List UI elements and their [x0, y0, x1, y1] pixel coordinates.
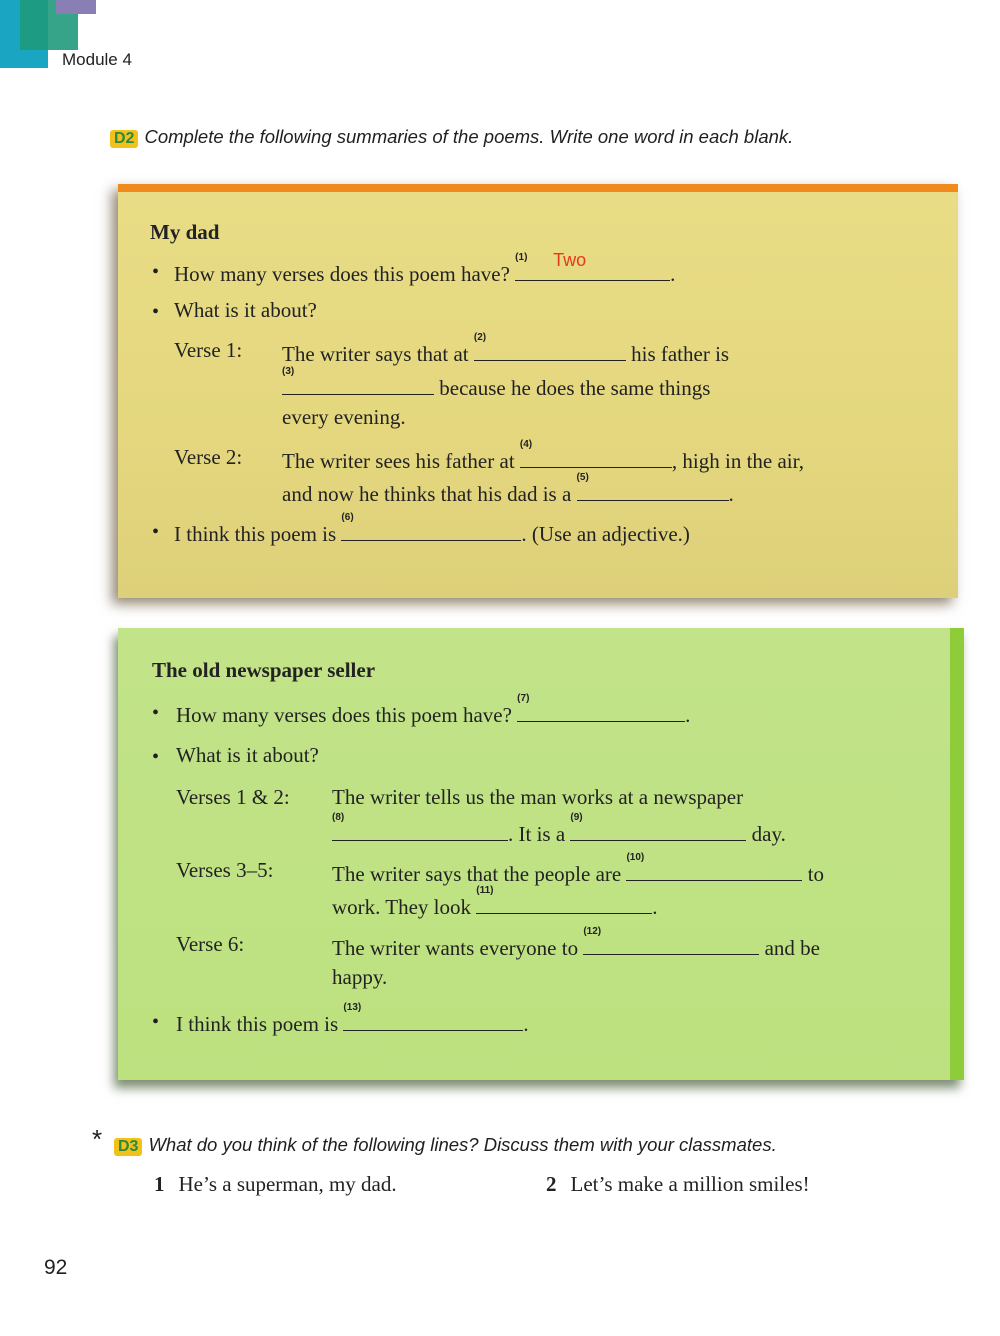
- d2-instruction-text: Complete the following summaries of the poems. Write one word in each blank.: [144, 126, 794, 147]
- poem1-verse1-line2: [282, 366, 711, 401]
- text: The writer wants everyone to: [332, 936, 579, 960]
- blank-9[interactable]: [570, 812, 746, 841]
- text: day.: [751, 822, 786, 846]
- poem2-v6-label: Verse 6:: [176, 932, 245, 956]
- period: .: [523, 1012, 529, 1036]
- poem2-v35-line1: [332, 852, 825, 887]
- module-label: Module 4: [62, 50, 132, 69]
- d3-item: [546, 1172, 810, 1197]
- poem1-verse1-line1: [282, 332, 730, 367]
- poem2-q1: [176, 693, 691, 728]
- item-text: Let’s make a million smiles!: [570, 1172, 810, 1196]
- poem2-v12-label: Verses 1 & 2:: [176, 785, 290, 809]
- blank-6[interactable]: [341, 512, 521, 541]
- text: because he does the same things: [439, 376, 711, 400]
- blank-number: (2): [473, 332, 487, 343]
- text: I think this poem is: [176, 1012, 339, 1036]
- blank-number: (4): [519, 439, 533, 450]
- poem2-q2: What is it about?: [176, 743, 319, 767]
- poem1-verse1-label: Verse 1:: [174, 338, 243, 362]
- text: I think this poem is: [174, 522, 337, 546]
- answer-text: Two: [553, 250, 587, 270]
- poem2-v35-label: Verses 3–5:: [176, 858, 274, 882]
- blank-13[interactable]: [343, 1002, 523, 1031]
- period: .: [685, 703, 691, 727]
- poem1-q2: What is it about?: [174, 298, 317, 322]
- poem2-v12-line2: [332, 812, 786, 847]
- blank-number: (11): [476, 885, 494, 896]
- blank-number: (9): [570, 812, 583, 823]
- blank-2[interactable]: [473, 332, 626, 361]
- text: The writer says that the people are: [332, 862, 622, 886]
- asterisk: *: [92, 1124, 103, 1154]
- blank-1[interactable]: [515, 250, 670, 281]
- poem1-title: My dad: [150, 220, 220, 244]
- poem1-verse2-line1: [282, 439, 805, 474]
- bullet: •: [152, 746, 160, 768]
- poem2-title: The old newspaper seller: [152, 658, 376, 682]
- blank-4[interactable]: [519, 439, 672, 468]
- bullet: •: [152, 261, 160, 283]
- poem2-v12-line1: The writer tells us the man works at a newspaper: [332, 785, 744, 809]
- text: work. They look: [332, 895, 472, 919]
- text: The writer says that at: [282, 342, 469, 366]
- blank-number: (12): [583, 926, 602, 937]
- bullet: •: [152, 1011, 160, 1033]
- text: . (Use an adjective.): [521, 522, 690, 546]
- poem1-q3: [174, 512, 690, 547]
- item-number: 1: [154, 1172, 165, 1196]
- page-number: 92: [44, 1256, 68, 1279]
- blank-number: (1): [515, 252, 528, 263]
- d2-instruction: [110, 126, 793, 148]
- text: and be: [764, 936, 820, 960]
- blank-number: (8): [332, 812, 345, 823]
- text: , high in the air,: [671, 449, 805, 473]
- blank-number: (3): [282, 366, 295, 377]
- poem1-verse2-label: Verse 2:: [174, 445, 243, 469]
- poem2-q3: [176, 1002, 529, 1037]
- bullet: •: [152, 702, 160, 724]
- blank-3[interactable]: [282, 366, 434, 395]
- poem2-v35-line2: [332, 885, 658, 920]
- blank-number: (5): [576, 472, 589, 483]
- blank-number: (7): [517, 693, 530, 704]
- blank-10[interactable]: [626, 852, 802, 881]
- text: . It is a: [508, 822, 566, 846]
- blank-12[interactable]: [583, 926, 759, 955]
- d3-instruction: [114, 1134, 777, 1156]
- text: his father is: [631, 342, 730, 366]
- text: and now he thinks that his dad is a: [282, 482, 572, 506]
- poem1-verse2-line2: [282, 472, 734, 507]
- blank-number: (6): [341, 512, 354, 523]
- period: .: [652, 895, 658, 919]
- blank-number: (10): [626, 852, 645, 863]
- blank-number: (13): [343, 1002, 362, 1013]
- text: to: [807, 862, 825, 886]
- poem-card-old-newspaper-seller: [118, 628, 964, 1080]
- blank-8[interactable]: [332, 812, 508, 841]
- bullet: •: [152, 301, 160, 323]
- blank-5[interactable]: [576, 472, 729, 501]
- period: .: [670, 262, 676, 286]
- d3-instruction-text: What do you think of the following lines? Discuss them with your classmates.: [148, 1134, 777, 1155]
- poem2-v6-line2: happy.: [332, 965, 388, 989]
- poem2-v6-line1: [332, 926, 820, 961]
- text: The writer sees his father at: [282, 449, 515, 473]
- item-text: He’s a superman, my dad.: [178, 1172, 397, 1196]
- d2-badge: D2: [110, 130, 138, 148]
- blank-11[interactable]: [476, 885, 652, 914]
- poem1-verse1-line3: every evening.: [282, 405, 406, 429]
- bullet: •: [152, 521, 160, 543]
- poem-card-my-dad: [118, 184, 958, 598]
- poem1-q1-text: How many verses does this poem have?: [174, 262, 510, 286]
- text: How many verses does this poem have?: [176, 703, 512, 727]
- item-number: 2: [546, 1172, 557, 1196]
- d3-item: [154, 1172, 397, 1197]
- poem1-q1: [174, 250, 676, 287]
- d3-badge: D3: [114, 1138, 142, 1156]
- period: .: [728, 482, 734, 506]
- blank-7[interactable]: [517, 693, 685, 722]
